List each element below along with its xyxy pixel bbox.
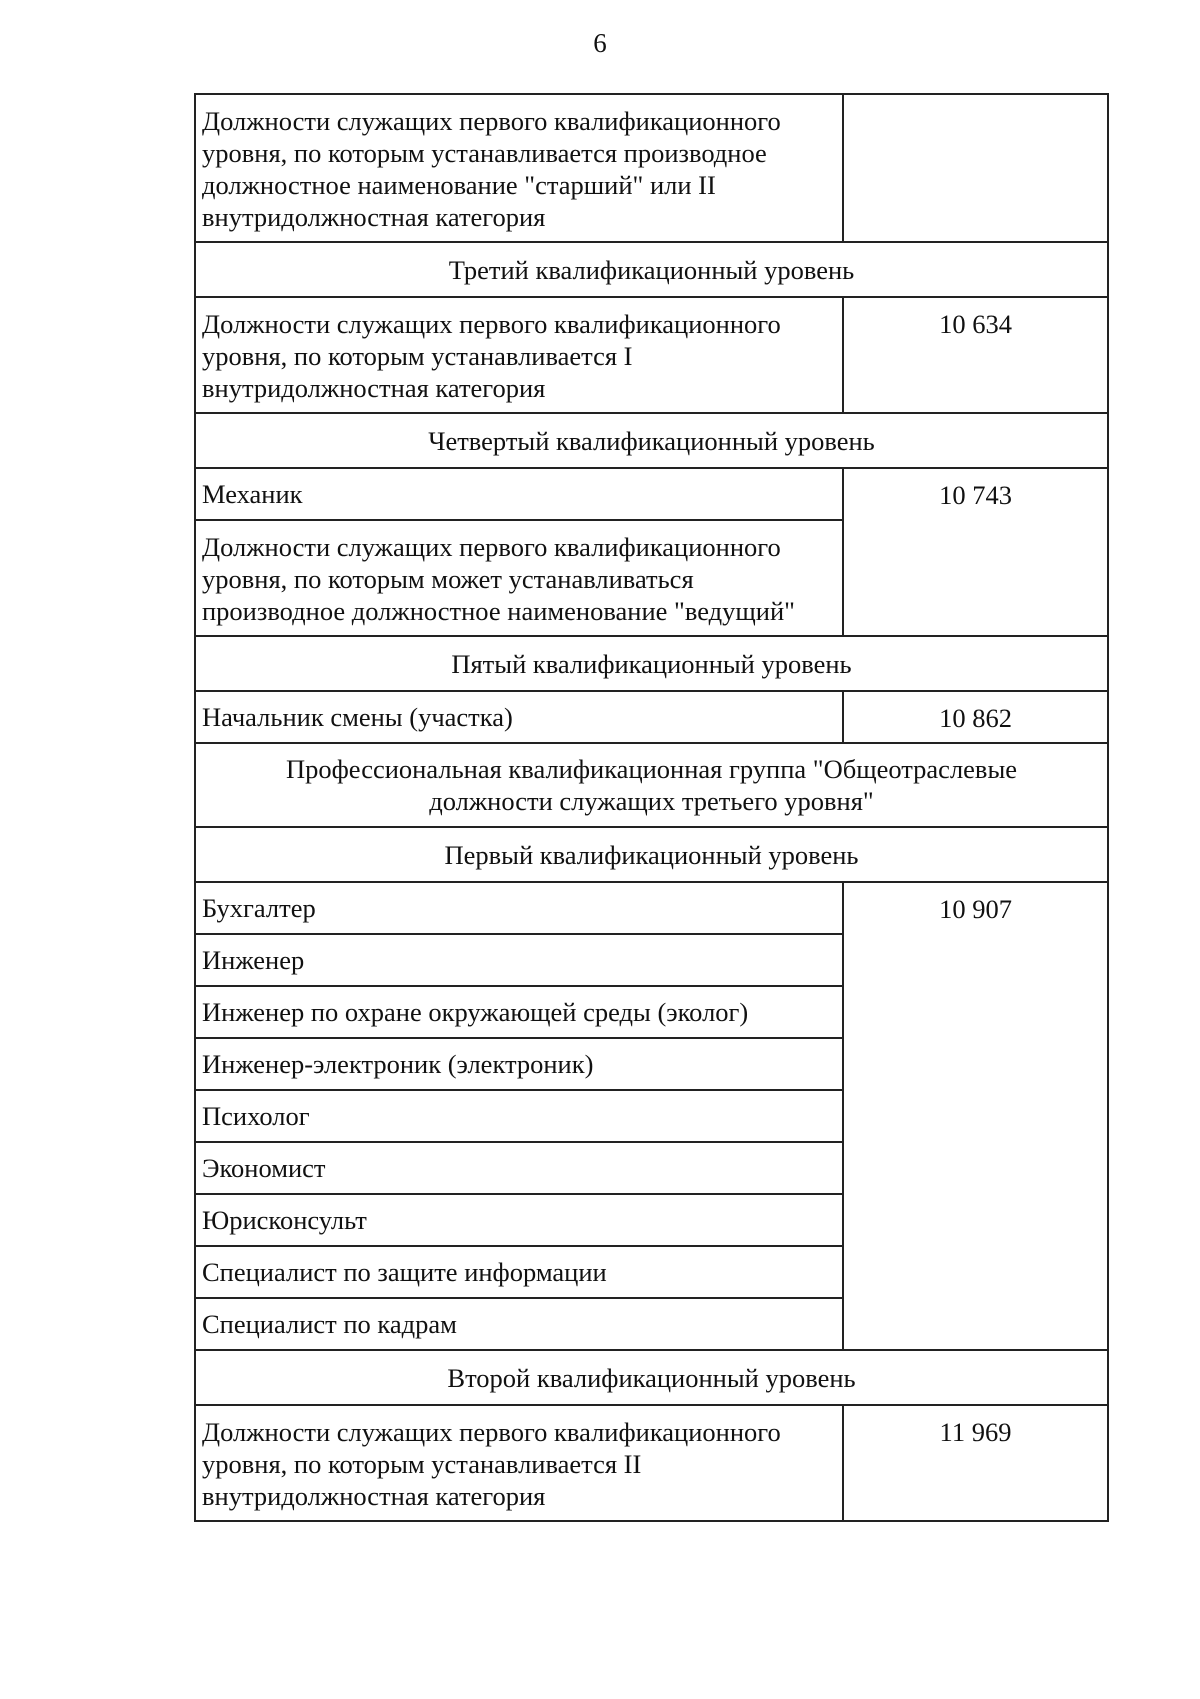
position-title: Должности служащих первого квалификационного уровня, по которым устанавливается производное должностное наименование "старший" или II внутридолжностная категория — [195, 94, 843, 242]
position-title: Механик — [195, 468, 843, 520]
position-title: Психолог — [195, 1090, 843, 1142]
position-title: Юрисконсульт — [195, 1194, 843, 1246]
position-row — [195, 882, 1108, 934]
position-row — [195, 468, 1108, 520]
salary-amount: 10 862 — [843, 691, 1108, 743]
salary-amount: 10 907 — [843, 882, 1108, 1350]
position-title: Должности служащих первого квалификационного уровня, по которым может устанавливаться производное должностное наименование "ведущий" — [195, 520, 843, 636]
qualification-level-row — [195, 413, 1108, 468]
position-title: Инженер-электроник (электроник) — [195, 1038, 843, 1090]
qualification-level-row — [195, 636, 1108, 691]
salary-amount: 10 634 — [843, 297, 1108, 413]
qualification-level-row — [195, 1350, 1108, 1405]
position-title: Бухгалтер — [195, 882, 843, 934]
position-row — [195, 297, 1108, 413]
position-row — [195, 1405, 1108, 1521]
qualification-group-heading: Профессиональная квалификационная группа "Общеотраслевые должности служащих третьего уровня" — [195, 743, 1108, 827]
salary-table-body — [195, 94, 1108, 1521]
qualification-level-row — [195, 242, 1108, 297]
qualification-level-heading: Второй квалификационный уровень — [195, 1350, 1108, 1405]
position-title: Начальник смены (участка) — [195, 691, 843, 743]
qualification-level-heading: Третий квалификационный уровень — [195, 242, 1108, 297]
position-title: Должности служащих первого квалификационного уровня, по которым устанавливается II внутридолжностная категория — [195, 1405, 843, 1521]
position-title: Инженер — [195, 934, 843, 986]
qualification-level-heading: Пятый квалификационный уровень — [195, 636, 1108, 691]
salary-table — [194, 93, 1109, 1522]
position-title: Инженер по охране окружающей среды (эколог) — [195, 986, 843, 1038]
position-title: Экономист — [195, 1142, 843, 1194]
position-title: Должности служащих первого квалификационного уровня, по которым устанавливается I внутридолжностная категория — [195, 297, 843, 413]
salary-amount: 10 743 — [843, 468, 1108, 636]
position-title: Специалист по защите информации — [195, 1246, 843, 1298]
salary-amount: 11 969 — [843, 1405, 1108, 1521]
page-number: 6 — [593, 28, 607, 58]
qualification-level-heading: Четвертый квалификационный уровень — [195, 413, 1108, 468]
qualification-level-heading: Первый квалификационный уровень — [195, 827, 1108, 882]
position-row — [195, 94, 1108, 242]
position-title: Специалист по кадрам — [195, 1298, 843, 1350]
salary-amount — [843, 94, 1108, 242]
qualification-group-row — [195, 743, 1108, 827]
qualification-level-row — [195, 827, 1108, 882]
position-row — [195, 691, 1108, 743]
